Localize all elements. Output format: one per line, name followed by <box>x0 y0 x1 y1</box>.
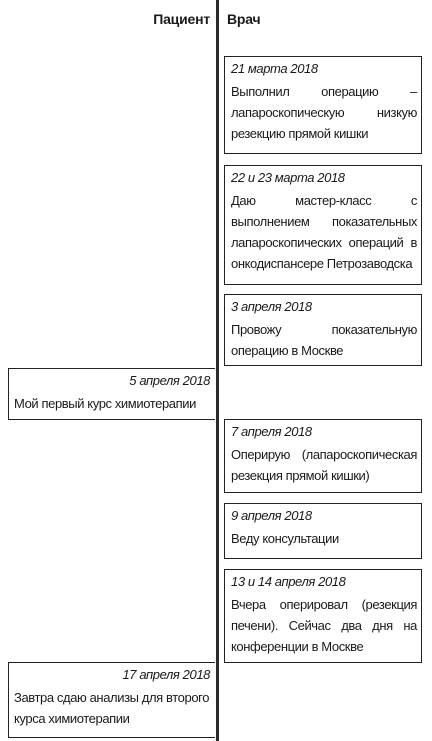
patient-entry-card <box>8 368 215 420</box>
patient-column-header: Пациент <box>153 11 210 27</box>
entry-date: 7 апреля 2018 <box>231 424 312 439</box>
entry-date: 3 апреля 2018 <box>231 299 312 314</box>
entry-date: 13 и 14 апреля 2018 <box>231 574 346 589</box>
entry-date: 17 апреля 2018 <box>122 667 210 682</box>
entry-text: Вчера оперировал (резекция печени). Сейчас два дня на конференции в Москве <box>231 597 417 654</box>
entry-text: Мой первый курс химиотерапии <box>14 396 196 411</box>
entry-text: Оперирую (лапароскопическая резекция прямой кишки) <box>231 447 417 483</box>
entry-text: Выполнил операцию – лапароскопическую низкую резекцию прямой кишки <box>231 84 417 141</box>
doctor-entry-card <box>224 569 422 663</box>
entry-text: Даю мастер-класс с выполнением показательных лапароскопических операций в онкодиспансере Петрозаводска <box>231 193 417 271</box>
entry-text: Провожу показательную операцию в Москве <box>231 322 417 358</box>
patient-entry-card <box>8 662 215 738</box>
entry-date: 9 апреля 2018 <box>231 508 312 523</box>
doctor-entry-card <box>224 294 422 366</box>
entry-text: Завтра сдаю анализы для второго курса химиотерапии <box>14 690 210 726</box>
entry-date: 5 апреля 2018 <box>129 373 210 388</box>
doctor-column-header: Врач <box>227 11 261 27</box>
doctor-entry-card <box>224 165 422 285</box>
doctor-entry-card <box>224 419 422 493</box>
entry-date: 21 марта 2018 <box>231 61 318 76</box>
timeline-divider <box>216 0 219 741</box>
doctor-entry-card <box>224 56 422 154</box>
doctor-entry-card <box>224 503 422 559</box>
entry-date: 22 и 23 марта 2018 <box>231 170 345 185</box>
entry-text: Веду консультации <box>231 531 339 546</box>
